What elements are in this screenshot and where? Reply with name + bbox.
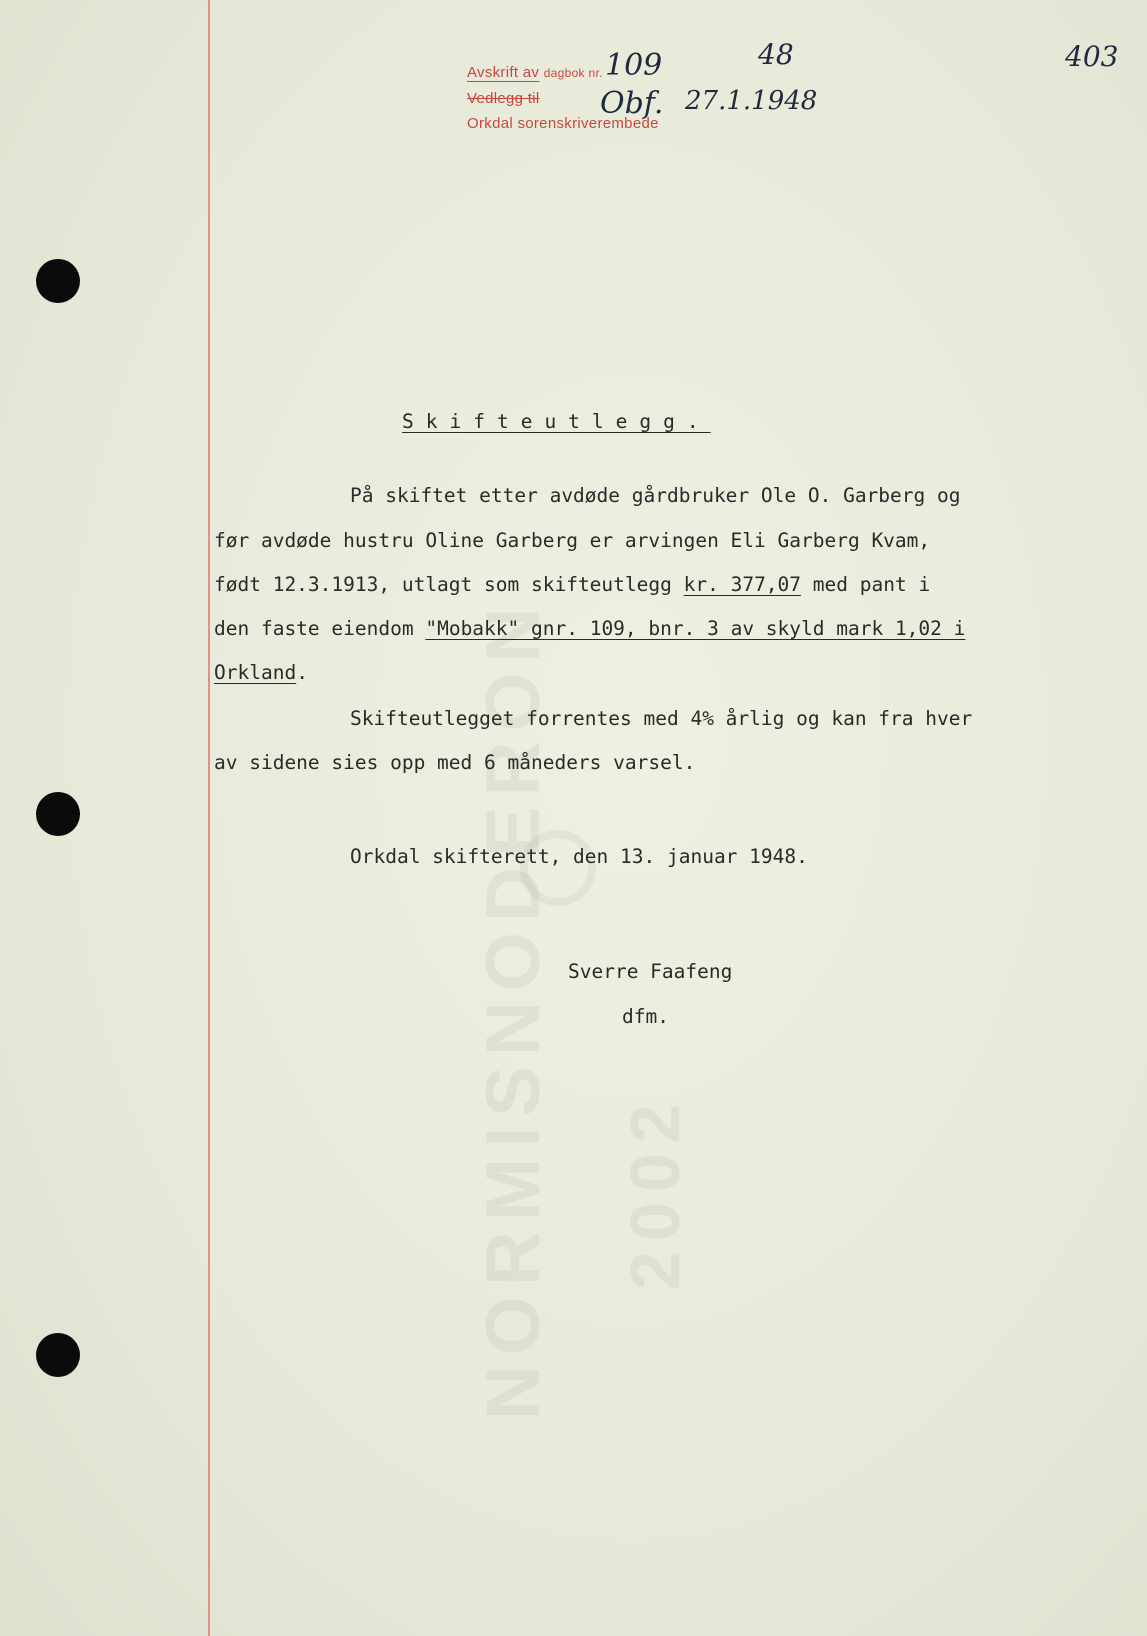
watermark-text: NORMISNODERON	[471, 597, 556, 1420]
place-date: Orkdal skifterett, den 13. januar 1948.	[350, 845, 808, 868]
stamp-line: Vedlegg til	[467, 90, 540, 107]
paragraph-line: Skifteutlegget forrentes med 4% årlig og kan fra hver	[350, 707, 973, 730]
watermark-text: 2002	[616, 1094, 694, 1290]
stamp-line: Orkdal sorenskriverembede	[467, 115, 659, 132]
paragraph-line: På skiftet etter avdøde gårdbruker Ole O. Garberg og	[350, 484, 961, 507]
signature-name: Sverre Faafeng	[568, 960, 733, 983]
punch-hole	[36, 259, 80, 303]
paragraph-line: Orkland.	[214, 661, 308, 684]
handwritten-year: 48	[758, 38, 794, 71]
signature-title: dfm.	[622, 1005, 669, 1028]
handwritten-date: 27.1.1948	[685, 86, 818, 116]
punch-hole	[36, 792, 80, 836]
watermark-logo	[520, 830, 596, 906]
page-number: 403	[1065, 40, 1119, 73]
handwritten-number: 109	[605, 48, 663, 83]
margin-line	[208, 0, 210, 1636]
paragraph-line: av sidene sies opp med 6 måneders varsel.	[214, 751, 696, 774]
paragraph-line: den faste eiendom "Mobakk" gnr. 109, bnr. 3 av skyld mark 1,02 i	[214, 617, 966, 640]
punch-hole	[36, 1333, 80, 1377]
paragraph-line: født 12.3.1913, utlagt som skifteutlegg kr. 377,07 med pant i	[214, 573, 931, 596]
stamp-line: Avskrift av dagbok nr.	[467, 64, 603, 81]
paragraph-line: før avdøde hustru Oline Garberg er arvingen Eli Garberg Kvam,	[214, 529, 931, 552]
handwritten-register: Obf.	[600, 86, 664, 121]
document-title: Skifteutlegg.	[402, 410, 711, 433]
